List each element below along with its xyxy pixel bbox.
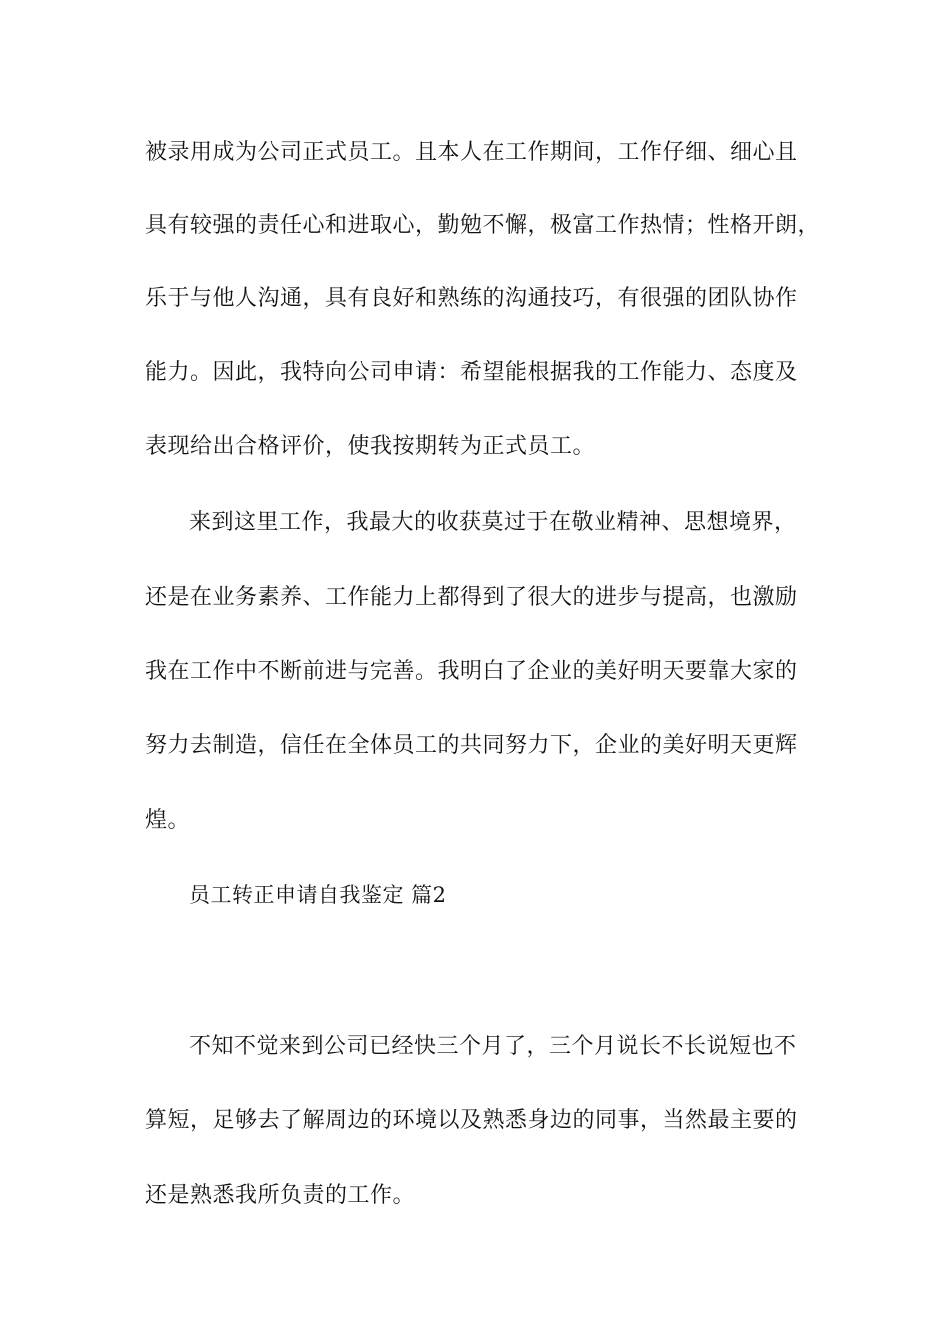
paragraph-1-line-3: 乐于与他人沟通，具有良好和熟练的沟通技巧，有很强的团队协作	[145, 286, 798, 311]
section-heading: 员工转正申请自我鉴定 篇2	[189, 883, 447, 907]
paragraph-2-line-1: 来到这里工作，我最大的收获莫过于在敬业精神、思想境界，	[189, 510, 797, 535]
paragraph-2-line-3: 我在工作中不断前进与完善。我明白了企业的美好明天要靠大家的	[145, 659, 798, 684]
paragraph-2-line-2: 还是在业务素养、工作能力上都得到了很大的进步与提高，也激励	[145, 585, 798, 610]
paragraph-1-line-1: 被录用成为公司正式员工。且本人在工作期间，工作仔细、细心且	[145, 140, 798, 165]
paragraph-1-line-5: 表现给出合格评价，使我按期转为正式员工。	[145, 434, 596, 459]
paragraph-1-line-4: 能力。因此，我特向公司申请：希望能根据我的工作能力、态度及	[145, 360, 798, 385]
paragraph-3-line-3: 还是熟悉我所负责的工作。	[145, 1183, 416, 1208]
paragraph-2-line-4: 努力去制造，信任在全体员工的共同努力下，企业的美好明天更辉	[145, 733, 798, 758]
paragraph-3-line-1: 不知不觉来到公司已经快三个月了，三个月说长不长说短也不	[189, 1034, 797, 1059]
paragraph-2-line-5: 煌。	[145, 808, 191, 833]
paragraph-1-line-2: 具有较强的责任心和进取心，勤勉不懈，极富工作热情；性格开朗，	[145, 213, 821, 238]
paragraph-3-line-2: 算短，足够去了解周边的环境以及熟悉身边的同事，当然最主要的	[145, 1108, 798, 1133]
